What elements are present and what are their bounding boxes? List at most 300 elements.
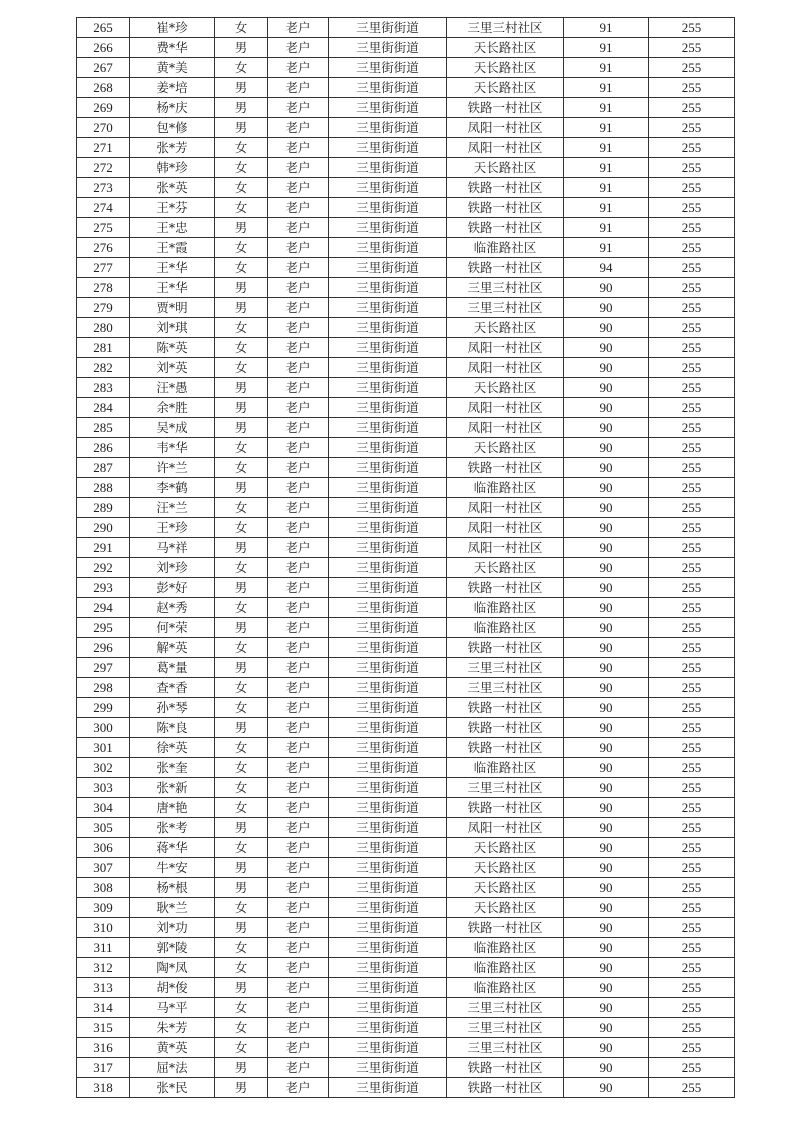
gender-cell: 男 bbox=[215, 418, 268, 438]
age-cell: 90 bbox=[564, 758, 649, 778]
age-cell: 90 bbox=[564, 918, 649, 938]
gender-cell: 男 bbox=[215, 878, 268, 898]
street-cell: 三里街街道 bbox=[329, 778, 447, 798]
amount-cell: 255 bbox=[649, 58, 735, 78]
gender-cell: 女 bbox=[215, 778, 268, 798]
row-number-cell: 281 bbox=[77, 338, 130, 358]
name-cell: 杨*庆 bbox=[130, 98, 215, 118]
table-row bbox=[77, 578, 735, 598]
age-cell: 90 bbox=[564, 498, 649, 518]
age-cell: 90 bbox=[564, 958, 649, 978]
age-cell: 90 bbox=[564, 878, 649, 898]
gender-cell: 男 bbox=[215, 1058, 268, 1078]
gender-cell: 女 bbox=[215, 138, 268, 158]
household-type-cell: 老户 bbox=[268, 438, 329, 458]
street-cell: 三里街街道 bbox=[329, 478, 447, 498]
community-cell: 临淮路社区 bbox=[447, 618, 564, 638]
gender-cell: 男 bbox=[215, 78, 268, 98]
name-cell: 包*修 bbox=[130, 118, 215, 138]
row-number-cell: 267 bbox=[77, 58, 130, 78]
street-cell: 三里街街道 bbox=[329, 678, 447, 698]
gender-cell: 女 bbox=[215, 678, 268, 698]
row-number-cell: 307 bbox=[77, 858, 130, 878]
age-cell: 90 bbox=[564, 938, 649, 958]
table-row bbox=[77, 318, 735, 338]
amount-cell: 255 bbox=[649, 1058, 735, 1078]
community-cell: 天长路社区 bbox=[447, 158, 564, 178]
amount-cell: 255 bbox=[649, 258, 735, 278]
row-number-cell: 293 bbox=[77, 578, 130, 598]
row-number-cell: 295 bbox=[77, 618, 130, 638]
table-row bbox=[77, 198, 735, 218]
gender-cell: 女 bbox=[215, 358, 268, 378]
community-cell: 天长路社区 bbox=[447, 318, 564, 338]
street-cell: 三里街街道 bbox=[329, 98, 447, 118]
household-type-cell: 老户 bbox=[268, 798, 329, 818]
household-type-cell: 老户 bbox=[268, 98, 329, 118]
amount-cell: 255 bbox=[649, 718, 735, 738]
amount-cell: 255 bbox=[649, 958, 735, 978]
name-cell: 贾*明 bbox=[130, 298, 215, 318]
household-type-cell: 老户 bbox=[268, 598, 329, 618]
street-cell: 三里街街道 bbox=[329, 218, 447, 238]
table-row bbox=[77, 718, 735, 738]
row-number-cell: 310 bbox=[77, 918, 130, 938]
amount-cell: 255 bbox=[649, 518, 735, 538]
amount-cell: 255 bbox=[649, 238, 735, 258]
age-cell: 91 bbox=[564, 238, 649, 258]
gender-cell: 女 bbox=[215, 458, 268, 478]
name-cell: 耿*兰 bbox=[130, 898, 215, 918]
street-cell: 三里街街道 bbox=[329, 298, 447, 318]
name-cell: 马*平 bbox=[130, 998, 215, 1018]
row-number-cell: 282 bbox=[77, 358, 130, 378]
table-row bbox=[77, 78, 735, 98]
community-cell: 天长路社区 bbox=[447, 38, 564, 58]
name-cell: 陈*英 bbox=[130, 338, 215, 358]
table-row bbox=[77, 798, 735, 818]
age-cell: 90 bbox=[564, 1058, 649, 1078]
household-type-cell: 老户 bbox=[268, 858, 329, 878]
table-row bbox=[77, 1058, 735, 1078]
amount-cell: 255 bbox=[649, 578, 735, 598]
community-cell: 三里三村社区 bbox=[447, 998, 564, 1018]
household-type-cell: 老户 bbox=[268, 758, 329, 778]
amount-cell: 255 bbox=[649, 798, 735, 818]
household-type-cell: 老户 bbox=[268, 198, 329, 218]
table-row bbox=[77, 178, 735, 198]
street-cell: 三里街街道 bbox=[329, 1038, 447, 1058]
age-cell: 90 bbox=[564, 478, 649, 498]
street-cell: 三里街街道 bbox=[329, 378, 447, 398]
gender-cell: 男 bbox=[215, 618, 268, 638]
table-row bbox=[77, 58, 735, 78]
amount-cell: 255 bbox=[649, 538, 735, 558]
table-row bbox=[77, 498, 735, 518]
row-number-cell: 313 bbox=[77, 978, 130, 998]
street-cell: 三里街街道 bbox=[329, 458, 447, 478]
community-cell: 铁路一村社区 bbox=[447, 98, 564, 118]
street-cell: 三里街街道 bbox=[329, 318, 447, 338]
street-cell: 三里街街道 bbox=[329, 738, 447, 758]
community-cell: 凤阳一村社区 bbox=[447, 398, 564, 418]
household-type-cell: 老户 bbox=[268, 978, 329, 998]
street-cell: 三里街街道 bbox=[329, 358, 447, 378]
table-row bbox=[77, 758, 735, 778]
gender-cell: 女 bbox=[215, 158, 268, 178]
age-cell: 91 bbox=[564, 198, 649, 218]
amount-cell: 255 bbox=[649, 978, 735, 998]
gender-cell: 男 bbox=[215, 278, 268, 298]
household-type-cell: 老户 bbox=[268, 618, 329, 638]
name-cell: 韩*珍 bbox=[130, 158, 215, 178]
household-type-cell: 老户 bbox=[268, 118, 329, 138]
gender-cell: 女 bbox=[215, 258, 268, 278]
amount-cell: 255 bbox=[649, 898, 735, 918]
gender-cell: 女 bbox=[215, 238, 268, 258]
name-cell: 葛*量 bbox=[130, 658, 215, 678]
household-type-cell: 老户 bbox=[268, 18, 329, 38]
amount-cell: 255 bbox=[649, 818, 735, 838]
amount-cell: 255 bbox=[649, 118, 735, 138]
age-cell: 90 bbox=[564, 978, 649, 998]
household-type-cell: 老户 bbox=[268, 278, 329, 298]
gender-cell: 女 bbox=[215, 1018, 268, 1038]
age-cell: 91 bbox=[564, 138, 649, 158]
age-cell: 90 bbox=[564, 798, 649, 818]
age-cell: 90 bbox=[564, 518, 649, 538]
name-cell: 王*霞 bbox=[130, 238, 215, 258]
gender-cell: 男 bbox=[215, 378, 268, 398]
gender-cell: 女 bbox=[215, 898, 268, 918]
household-type-cell: 老户 bbox=[268, 38, 329, 58]
age-cell: 91 bbox=[564, 98, 649, 118]
name-cell: 牛*安 bbox=[130, 858, 215, 878]
household-type-cell: 老户 bbox=[268, 78, 329, 98]
amount-cell: 255 bbox=[649, 778, 735, 798]
age-cell: 90 bbox=[564, 358, 649, 378]
name-cell: 刘*珍 bbox=[130, 558, 215, 578]
name-cell: 王*芬 bbox=[130, 198, 215, 218]
community-cell: 凤阳一村社区 bbox=[447, 538, 564, 558]
gender-cell: 男 bbox=[215, 658, 268, 678]
household-type-cell: 老户 bbox=[268, 178, 329, 198]
gender-cell: 女 bbox=[215, 698, 268, 718]
name-cell: 张*民 bbox=[130, 1078, 215, 1098]
amount-cell: 255 bbox=[649, 998, 735, 1018]
community-cell: 天长路社区 bbox=[447, 58, 564, 78]
household-type-cell: 老户 bbox=[268, 898, 329, 918]
household-type-cell: 老户 bbox=[268, 338, 329, 358]
data-table bbox=[76, 17, 735, 1098]
row-number-cell: 275 bbox=[77, 218, 130, 238]
street-cell: 三里街街道 bbox=[329, 618, 447, 638]
household-type-cell: 老户 bbox=[268, 558, 329, 578]
street-cell: 三里街街道 bbox=[329, 758, 447, 778]
age-cell: 91 bbox=[564, 78, 649, 98]
row-number-cell: 292 bbox=[77, 558, 130, 578]
community-cell: 铁路一村社区 bbox=[447, 798, 564, 818]
age-cell: 91 bbox=[564, 118, 649, 138]
name-cell: 姜*培 bbox=[130, 78, 215, 98]
community-cell: 天长路社区 bbox=[447, 838, 564, 858]
table-row bbox=[77, 538, 735, 558]
table-body bbox=[77, 18, 735, 1098]
street-cell: 三里街街道 bbox=[329, 398, 447, 418]
name-cell: 徐*英 bbox=[130, 738, 215, 758]
community-cell: 临淮路社区 bbox=[447, 958, 564, 978]
community-cell: 天长路社区 bbox=[447, 898, 564, 918]
community-cell: 临淮路社区 bbox=[447, 758, 564, 778]
age-cell: 90 bbox=[564, 718, 649, 738]
age-cell: 90 bbox=[564, 578, 649, 598]
amount-cell: 255 bbox=[649, 658, 735, 678]
street-cell: 三里街街道 bbox=[329, 498, 447, 518]
gender-cell: 男 bbox=[215, 818, 268, 838]
row-number-cell: 271 bbox=[77, 138, 130, 158]
gender-cell: 女 bbox=[215, 798, 268, 818]
amount-cell: 255 bbox=[649, 618, 735, 638]
age-cell: 90 bbox=[564, 898, 649, 918]
gender-cell: 女 bbox=[215, 498, 268, 518]
name-cell: 杨*根 bbox=[130, 878, 215, 898]
amount-cell: 255 bbox=[649, 638, 735, 658]
amount-cell: 255 bbox=[649, 218, 735, 238]
gender-cell: 女 bbox=[215, 338, 268, 358]
household-type-cell: 老户 bbox=[268, 1078, 329, 1098]
gender-cell: 女 bbox=[215, 178, 268, 198]
gender-cell: 女 bbox=[215, 958, 268, 978]
age-cell: 90 bbox=[564, 378, 649, 398]
table-row bbox=[77, 398, 735, 418]
age-cell: 90 bbox=[564, 698, 649, 718]
amount-cell: 255 bbox=[649, 878, 735, 898]
street-cell: 三里街街道 bbox=[329, 518, 447, 538]
community-cell: 天长路社区 bbox=[447, 858, 564, 878]
household-type-cell: 老户 bbox=[268, 398, 329, 418]
household-type-cell: 老户 bbox=[268, 958, 329, 978]
row-number-cell: 311 bbox=[77, 938, 130, 958]
amount-cell: 255 bbox=[649, 478, 735, 498]
table-row bbox=[77, 278, 735, 298]
amount-cell: 255 bbox=[649, 78, 735, 98]
name-cell: 查*香 bbox=[130, 678, 215, 698]
table-row bbox=[77, 698, 735, 718]
row-number-cell: 288 bbox=[77, 478, 130, 498]
household-type-cell: 老户 bbox=[268, 818, 329, 838]
name-cell: 王*华 bbox=[130, 258, 215, 278]
community-cell: 凤阳一村社区 bbox=[447, 418, 564, 438]
name-cell: 唐*艳 bbox=[130, 798, 215, 818]
name-cell: 陶*凤 bbox=[130, 958, 215, 978]
age-cell: 91 bbox=[564, 178, 649, 198]
street-cell: 三里街街道 bbox=[329, 838, 447, 858]
table-row bbox=[77, 738, 735, 758]
community-cell: 凤阳一村社区 bbox=[447, 518, 564, 538]
amount-cell: 255 bbox=[649, 178, 735, 198]
row-number-cell: 291 bbox=[77, 538, 130, 558]
age-cell: 90 bbox=[564, 858, 649, 878]
row-number-cell: 266 bbox=[77, 38, 130, 58]
row-number-cell: 270 bbox=[77, 118, 130, 138]
row-number-cell: 301 bbox=[77, 738, 130, 758]
table-row bbox=[77, 1018, 735, 1038]
gender-cell: 女 bbox=[215, 998, 268, 1018]
community-cell: 铁路一村社区 bbox=[447, 218, 564, 238]
street-cell: 三里街街道 bbox=[329, 138, 447, 158]
household-type-cell: 老户 bbox=[268, 698, 329, 718]
age-cell: 90 bbox=[564, 538, 649, 558]
gender-cell: 女 bbox=[215, 198, 268, 218]
household-type-cell: 老户 bbox=[268, 938, 329, 958]
age-cell: 90 bbox=[564, 418, 649, 438]
street-cell: 三里街街道 bbox=[329, 258, 447, 278]
name-cell: 崔*珍 bbox=[130, 18, 215, 38]
table-row bbox=[77, 618, 735, 638]
household-type-cell: 老户 bbox=[268, 1058, 329, 1078]
table-row bbox=[77, 418, 735, 438]
name-cell: 朱*芳 bbox=[130, 1018, 215, 1038]
gender-cell: 男 bbox=[215, 578, 268, 598]
street-cell: 三里街街道 bbox=[329, 578, 447, 598]
gender-cell: 女 bbox=[215, 938, 268, 958]
gender-cell: 女 bbox=[215, 518, 268, 538]
household-type-cell: 老户 bbox=[268, 578, 329, 598]
name-cell: 许*兰 bbox=[130, 458, 215, 478]
row-number-cell: 276 bbox=[77, 238, 130, 258]
name-cell: 彭*好 bbox=[130, 578, 215, 598]
household-type-cell: 老户 bbox=[268, 678, 329, 698]
amount-cell: 255 bbox=[649, 358, 735, 378]
street-cell: 三里街街道 bbox=[329, 118, 447, 138]
community-cell: 三里三村社区 bbox=[447, 1018, 564, 1038]
age-cell: 90 bbox=[564, 318, 649, 338]
household-type-cell: 老户 bbox=[268, 738, 329, 758]
household-type-cell: 老户 bbox=[268, 478, 329, 498]
community-cell: 铁路一村社区 bbox=[447, 738, 564, 758]
amount-cell: 255 bbox=[649, 338, 735, 358]
street-cell: 三里街街道 bbox=[329, 238, 447, 258]
gender-cell: 女 bbox=[215, 638, 268, 658]
community-cell: 铁路一村社区 bbox=[447, 178, 564, 198]
household-type-cell: 老户 bbox=[268, 1018, 329, 1038]
street-cell: 三里街街道 bbox=[329, 38, 447, 58]
name-cell: 韦*华 bbox=[130, 438, 215, 458]
street-cell: 三里街街道 bbox=[329, 78, 447, 98]
gender-cell: 女 bbox=[215, 438, 268, 458]
table-row bbox=[77, 978, 735, 998]
street-cell: 三里街街道 bbox=[329, 938, 447, 958]
community-cell: 凤阳一村社区 bbox=[447, 338, 564, 358]
name-cell: 蒋*华 bbox=[130, 838, 215, 858]
row-number-cell: 300 bbox=[77, 718, 130, 738]
row-number-cell: 306 bbox=[77, 838, 130, 858]
row-number-cell: 278 bbox=[77, 278, 130, 298]
gender-cell: 男 bbox=[215, 978, 268, 998]
amount-cell: 255 bbox=[649, 738, 735, 758]
row-number-cell: 290 bbox=[77, 518, 130, 538]
age-cell: 90 bbox=[564, 778, 649, 798]
community-cell: 铁路一村社区 bbox=[447, 698, 564, 718]
table-row bbox=[77, 958, 735, 978]
gender-cell: 男 bbox=[215, 98, 268, 118]
table-row bbox=[77, 118, 735, 138]
row-number-cell: 283 bbox=[77, 378, 130, 398]
gender-cell: 男 bbox=[215, 218, 268, 238]
age-cell: 90 bbox=[564, 598, 649, 618]
community-cell: 天长路社区 bbox=[447, 438, 564, 458]
age-cell: 90 bbox=[564, 558, 649, 578]
name-cell: 刘*功 bbox=[130, 918, 215, 938]
name-cell: 赵*秀 bbox=[130, 598, 215, 618]
gender-cell: 男 bbox=[215, 1078, 268, 1098]
table-row bbox=[77, 638, 735, 658]
table-row bbox=[77, 678, 735, 698]
amount-cell: 255 bbox=[649, 498, 735, 518]
amount-cell: 255 bbox=[649, 278, 735, 298]
household-type-cell: 老户 bbox=[268, 318, 329, 338]
community-cell: 铁路一村社区 bbox=[447, 1078, 564, 1098]
table-row bbox=[77, 138, 735, 158]
community-cell: 铁路一村社区 bbox=[447, 638, 564, 658]
community-cell: 三里三村社区 bbox=[447, 278, 564, 298]
street-cell: 三里街街道 bbox=[329, 1078, 447, 1098]
gender-cell: 男 bbox=[215, 298, 268, 318]
household-type-cell: 老户 bbox=[268, 158, 329, 178]
table-row bbox=[77, 18, 735, 38]
street-cell: 三里街街道 bbox=[329, 898, 447, 918]
name-cell: 张*新 bbox=[130, 778, 215, 798]
household-type-cell: 老户 bbox=[268, 718, 329, 738]
street-cell: 三里街街道 bbox=[329, 418, 447, 438]
community-cell: 铁路一村社区 bbox=[447, 458, 564, 478]
street-cell: 三里街街道 bbox=[329, 178, 447, 198]
age-cell: 90 bbox=[564, 638, 649, 658]
street-cell: 三里街街道 bbox=[329, 918, 447, 938]
table-row bbox=[77, 918, 735, 938]
community-cell: 三里三村社区 bbox=[447, 658, 564, 678]
household-type-cell: 老户 bbox=[268, 778, 329, 798]
amount-cell: 255 bbox=[649, 918, 735, 938]
street-cell: 三里街街道 bbox=[329, 598, 447, 618]
name-cell: 胡*俊 bbox=[130, 978, 215, 998]
street-cell: 三里街街道 bbox=[329, 698, 447, 718]
community-cell: 临淮路社区 bbox=[447, 598, 564, 618]
household-type-cell: 老户 bbox=[268, 498, 329, 518]
community-cell: 三里三村社区 bbox=[447, 778, 564, 798]
gender-cell: 女 bbox=[215, 598, 268, 618]
table-row bbox=[77, 478, 735, 498]
age-cell: 91 bbox=[564, 158, 649, 178]
community-cell: 天长路社区 bbox=[447, 78, 564, 98]
row-number-cell: 303 bbox=[77, 778, 130, 798]
street-cell: 三里街街道 bbox=[329, 1018, 447, 1038]
amount-cell: 255 bbox=[649, 378, 735, 398]
name-cell: 吴*成 bbox=[130, 418, 215, 438]
amount-cell: 255 bbox=[649, 438, 735, 458]
name-cell: 刘*英 bbox=[130, 358, 215, 378]
street-cell: 三里街街道 bbox=[329, 998, 447, 1018]
community-cell: 临淮路社区 bbox=[447, 938, 564, 958]
name-cell: 黄*英 bbox=[130, 1038, 215, 1058]
row-number-cell: 314 bbox=[77, 998, 130, 1018]
row-number-cell: 298 bbox=[77, 678, 130, 698]
household-type-cell: 老户 bbox=[268, 258, 329, 278]
amount-cell: 255 bbox=[649, 858, 735, 878]
gender-cell: 男 bbox=[215, 718, 268, 738]
amount-cell: 255 bbox=[649, 1038, 735, 1058]
table-row bbox=[77, 818, 735, 838]
